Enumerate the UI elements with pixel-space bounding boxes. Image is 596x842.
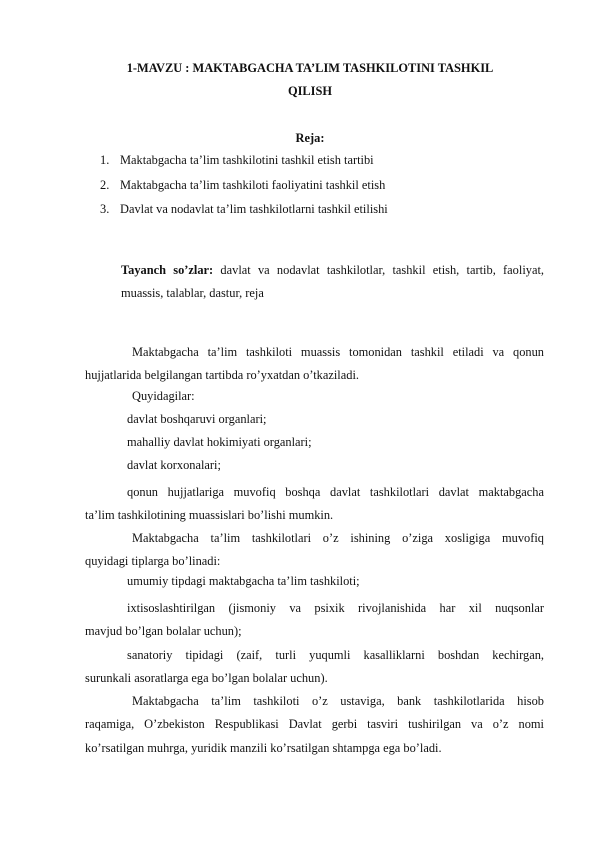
keywords-text: davlat va nodavlat tashkilotlar, tashkil etish, tartib, faoliyat, muassis, talablar, dastur, reja <box>121 263 544 300</box>
founder-item-4-rest: ta’lim tashkilotining muassislari bo’lishi mumkin. <box>85 508 334 523</box>
paragraph-3-rest: quyidagi tiplarga bo’linadi: <box>85 554 221 569</box>
type-item-2-rest: mavjud bo’lgan bolalar uchun); <box>85 624 242 639</box>
founder-item-2: mahalliy davlat hokimiyati organlari; <box>127 435 312 449</box>
plan-item-text: Maktabgacha ta’lim tashkiloti faoliyatini tashkil etish <box>120 178 386 192</box>
paragraph-3 <box>85 527 544 574</box>
paragraph-4 <box>85 690 544 760</box>
paragraph-1-rest: hujjatlarida belgilangan tartibda ro’yxatdan o’tkaziladi. <box>85 368 359 383</box>
topic-title-line2: QILISH <box>287 84 333 98</box>
plan-item-1 <box>100 153 374 168</box>
keywords-label: Tayanch so’zlar: <box>121 263 214 277</box>
keywords-paragraph <box>121 259 544 305</box>
founder-item-3: davlat korxonalari; <box>127 458 221 472</box>
paragraph-4-rest: raqamiga, O’zbekiston Respublikasi Davlat gerbi tasviri tushirilgan va o’z nomi ko’rsatilgan muhrga, yuridik manzili ko’rsatilgan shtampga ega bo’ladi. <box>85 717 544 755</box>
founder-item-1: davlat boshqaruvi organlari; <box>127 412 267 426</box>
plan-heading: Reja: <box>295 131 325 145</box>
paragraph-1 <box>85 341 544 388</box>
paragraph-4-line1: Maktabgacha ta’lim tashkiloti o’z ustaviga, bank tashkilotlarida hisob <box>132 694 544 708</box>
type-item-2 <box>85 597 544 644</box>
type-item-1: umumiy tipdagi maktabgacha ta’lim tashkiloti; <box>127 574 360 588</box>
type-item-3 <box>85 644 544 691</box>
plan-item-number: 3. <box>100 202 110 216</box>
plan-item-number: 2. <box>100 178 110 192</box>
type-item-3-rest: surunkali asoratlarga ega bo’lgan bolalar uchun). <box>85 671 328 686</box>
paragraph-3-line1: Maktabgacha ta’lim tashkilotlari o’z ishining o’ziga xosligiga muvofiq <box>132 531 544 545</box>
topic-title-line1: 1-MAVZU : MAKTABGACHA TA’LIM TASHKILOTINI TASHKIL <box>126 61 494 75</box>
founders-heading: Quyidagilar: <box>132 389 195 403</box>
founder-item-4-line1: qonun hujjatlariga muvofiq boshqa davlat tashkilotlari davlat maktabgacha <box>127 485 544 499</box>
type-item-3-line1: sanatoriy tipidagi (zaif, turli yuqumli kasalliklarni boshdan kechirgan, <box>127 648 544 662</box>
plan-item-3 <box>100 202 388 217</box>
founder-item-4 <box>85 481 544 528</box>
plan-item-2 <box>100 178 385 193</box>
paragraph-1-line1: Maktabgacha ta’lim tashkiloti muassis tomonidan tashkil etiladi va qonun <box>132 345 544 359</box>
type-item-2-line1: ixtisoslashtirilgan (jismoniy va psixik rivojlanishida har xil nuqsonlar <box>127 601 544 615</box>
plan-item-text: Davlat va nodavlat ta’lim tashkilotlarni tashkil etilishi <box>120 202 388 216</box>
plan-item-text: Maktabgacha ta’lim tashkilotini tashkil etish tartibi <box>120 153 374 167</box>
plan-item-number: 1. <box>100 153 110 167</box>
